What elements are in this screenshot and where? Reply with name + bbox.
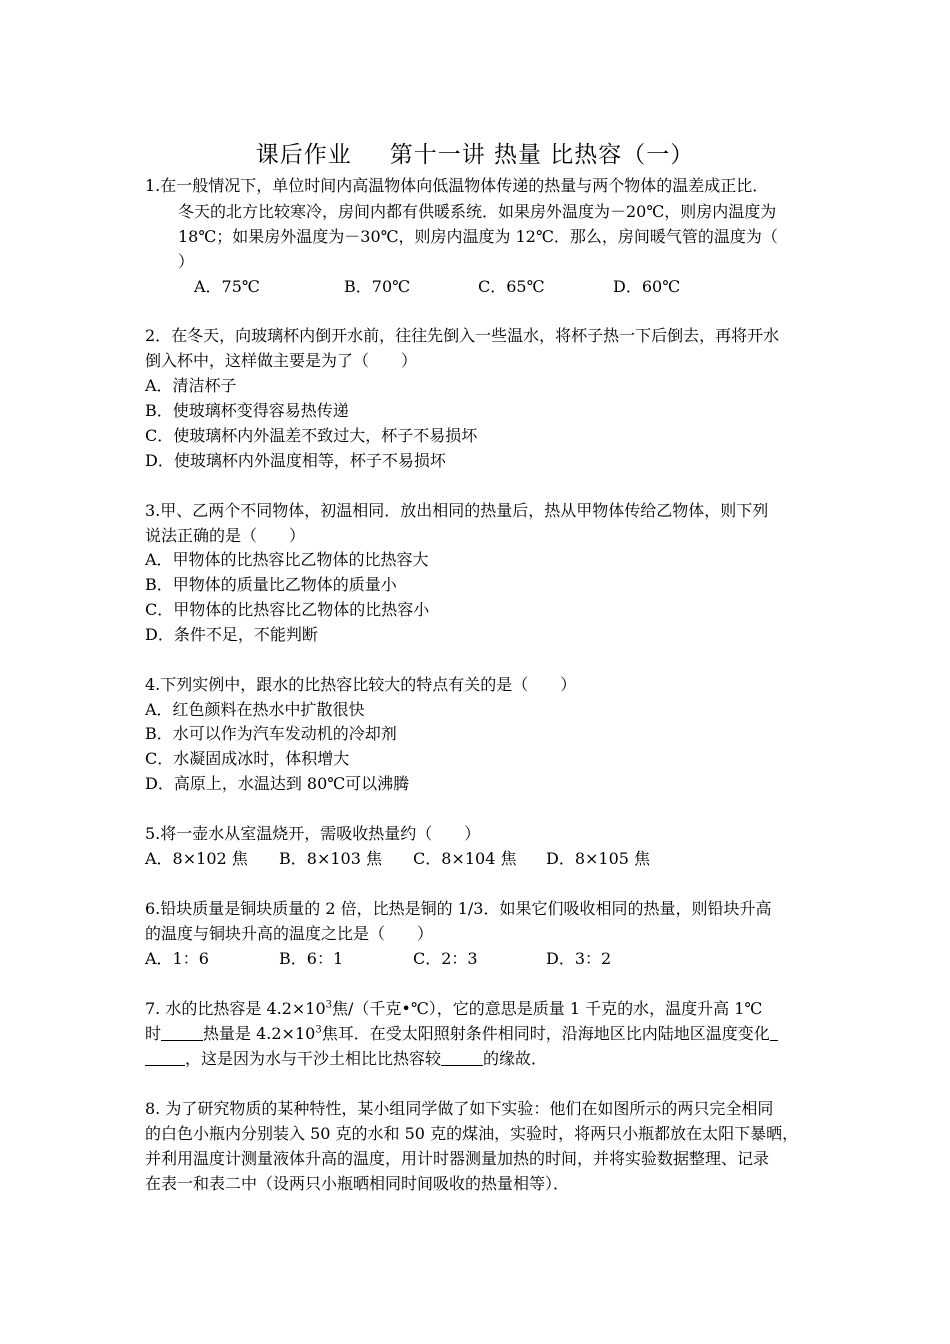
answer-blank-3[interactable] [441, 1049, 483, 1066]
question-1-line: ） [178, 252, 195, 271]
question-1-option-a[interactable]: A．75℃ [194, 277, 260, 296]
question-1-option-c[interactable]: C．65℃ [478, 277, 545, 296]
question-2-option-a[interactable]: A．清洁杯子 [145, 376, 237, 395]
question-1-line: 冬天的北方比较寒冷，房间内都有供暖系统．如果房外温度为－20℃，则房内温度为 [178, 202, 777, 221]
question-7-line: 7. 水的比热容是 $4.2\times 10^3$焦/（千克•℃），它的意思是质量 1 千克的水，温度升高 1℃ [145, 999, 763, 1018]
title-right: 第十一讲 热量 比热容（一） [389, 142, 695, 168]
question-6-option-a[interactable]: A．1：6 [145, 949, 209, 968]
question-6-line: 6.铅块质量是铜块质量的 2 倍，比热是铜的 1/3．如果它们吸收相同的热量，则铅块升高 [145, 899, 772, 918]
question-4-line: 4.下列实例中，跟水的比热容比较大的特点有关的是（ ） [145, 675, 577, 694]
question-6-option-d[interactable]: D．3：2 [546, 949, 612, 968]
question-6-option-b[interactable]: B．6：1 [279, 949, 344, 968]
question-2-option-d[interactable]: D．使玻璃杯内外温度相等，杯子不易损坏 [145, 451, 446, 470]
question-1-line: 18℃；如果房外温度为－30℃，则房内温度为 12℃．那么，房间暖气管的温度为（ [178, 227, 778, 246]
question-4-option-c[interactable]: C．水凝固成冰时，体积增大 [145, 749, 350, 768]
question-2-line: 倒入杯中，这样做主要是为了（ ） [145, 351, 418, 370]
question-3-line: 3.甲、乙两个不同物体，初温相同．放出相同的热量后，热从甲物体传给乙物体，则下列 [145, 501, 769, 520]
question-5-line: 5.将一壶水从室温烧开，需吸收热量约（ ） [145, 824, 481, 843]
question-2-option-b[interactable]: B．使玻璃杯变得容易热传递 [145, 401, 349, 420]
question-7-line: 时 热量是 $4.2\times 10^3$焦耳．在受太阳照射条件相同时，沿海地区比内陆地区温度变化 [145, 1023, 778, 1045]
question-8-line: 在表一和表二中（设两只小瓶晒相同时间吸收的热量相等）． [145, 1174, 570, 1193]
question-7-line: ，这是因为水与干沙土相比比热容较 的缘故． [145, 1048, 547, 1070]
question-4-option-d[interactable]: D．高原上，水温达到 80℃可以沸腾 [145, 774, 410, 793]
page-title [0, 136, 950, 169]
question-8-line: 的白色小瓶内分别装入 50 克的水和 50 克的煤油，实验时，将两只小瓶都放在太阳下暴晒， [145, 1124, 799, 1143]
question-8-line: 8. 为了研究物质的某种特性，某小组同学做了如下实验：他们在如图所示的两只完全相同 [145, 1099, 774, 1118]
answer-blank-2-cont[interactable] [145, 1049, 185, 1066]
question-4-option-a[interactable]: A．红色颜料在热水中扩散很快 [145, 700, 365, 719]
question-1-option-b[interactable]: B．70℃ [344, 277, 411, 296]
question-2-option-c[interactable]: C．使玻璃杯内外温差不致过大，杯子不易损坏 [145, 426, 478, 445]
title-left: 课后作业 [255, 142, 352, 168]
question-5-option-c[interactable]: C．8×104 焦 [413, 849, 517, 868]
question-5-option-d[interactable]: D．8×105 焦 [546, 849, 651, 868]
question-5-option-a[interactable]: A．8×102 焦 [145, 849, 248, 868]
question-1-option-d[interactable]: D．60℃ [613, 277, 681, 296]
question-8-line: 并利用温度计测量液体升高的温度，用计时器测量加热的时间，并将实验数据整理、记录 [145, 1149, 770, 1168]
question-3-option-b[interactable]: B．甲物体的质量比乙物体的质量小 [145, 575, 397, 594]
answer-blank-1[interactable] [161, 1024, 203, 1041]
question-1-line: 1.在一般情况下，单位时间内高温物体向低温物体传递的热量与两个物体的温差成正比． [145, 176, 769, 195]
question-5-option-b[interactable]: B．8×103 焦 [279, 849, 382, 868]
question-3-line: 说法正确的是（ ） [145, 526, 306, 545]
question-6-line: 的温度与铜块升高的温度之比是（ ） [145, 924, 434, 943]
question-3-option-d[interactable]: D．条件不足，不能判断 [145, 625, 318, 644]
answer-blank-2[interactable] [770, 1024, 778, 1041]
question-6-option-c[interactable]: C．2：3 [413, 949, 478, 968]
question-4-option-b[interactable]: B．水可以作为汽车发动机的冷却剂 [145, 724, 397, 743]
question-3-option-a[interactable]: A．甲物体的比热容比乙物体的比热容大 [145, 550, 429, 569]
question-2-line: 2．在冬天，向玻璃杯内倒开水前，往往先倒入一些温水，将杯子热一下后倒去，再将开水 [145, 326, 780, 345]
question-3-option-c[interactable]: C．甲物体的比热容比乙物体的比热容小 [145, 600, 430, 619]
